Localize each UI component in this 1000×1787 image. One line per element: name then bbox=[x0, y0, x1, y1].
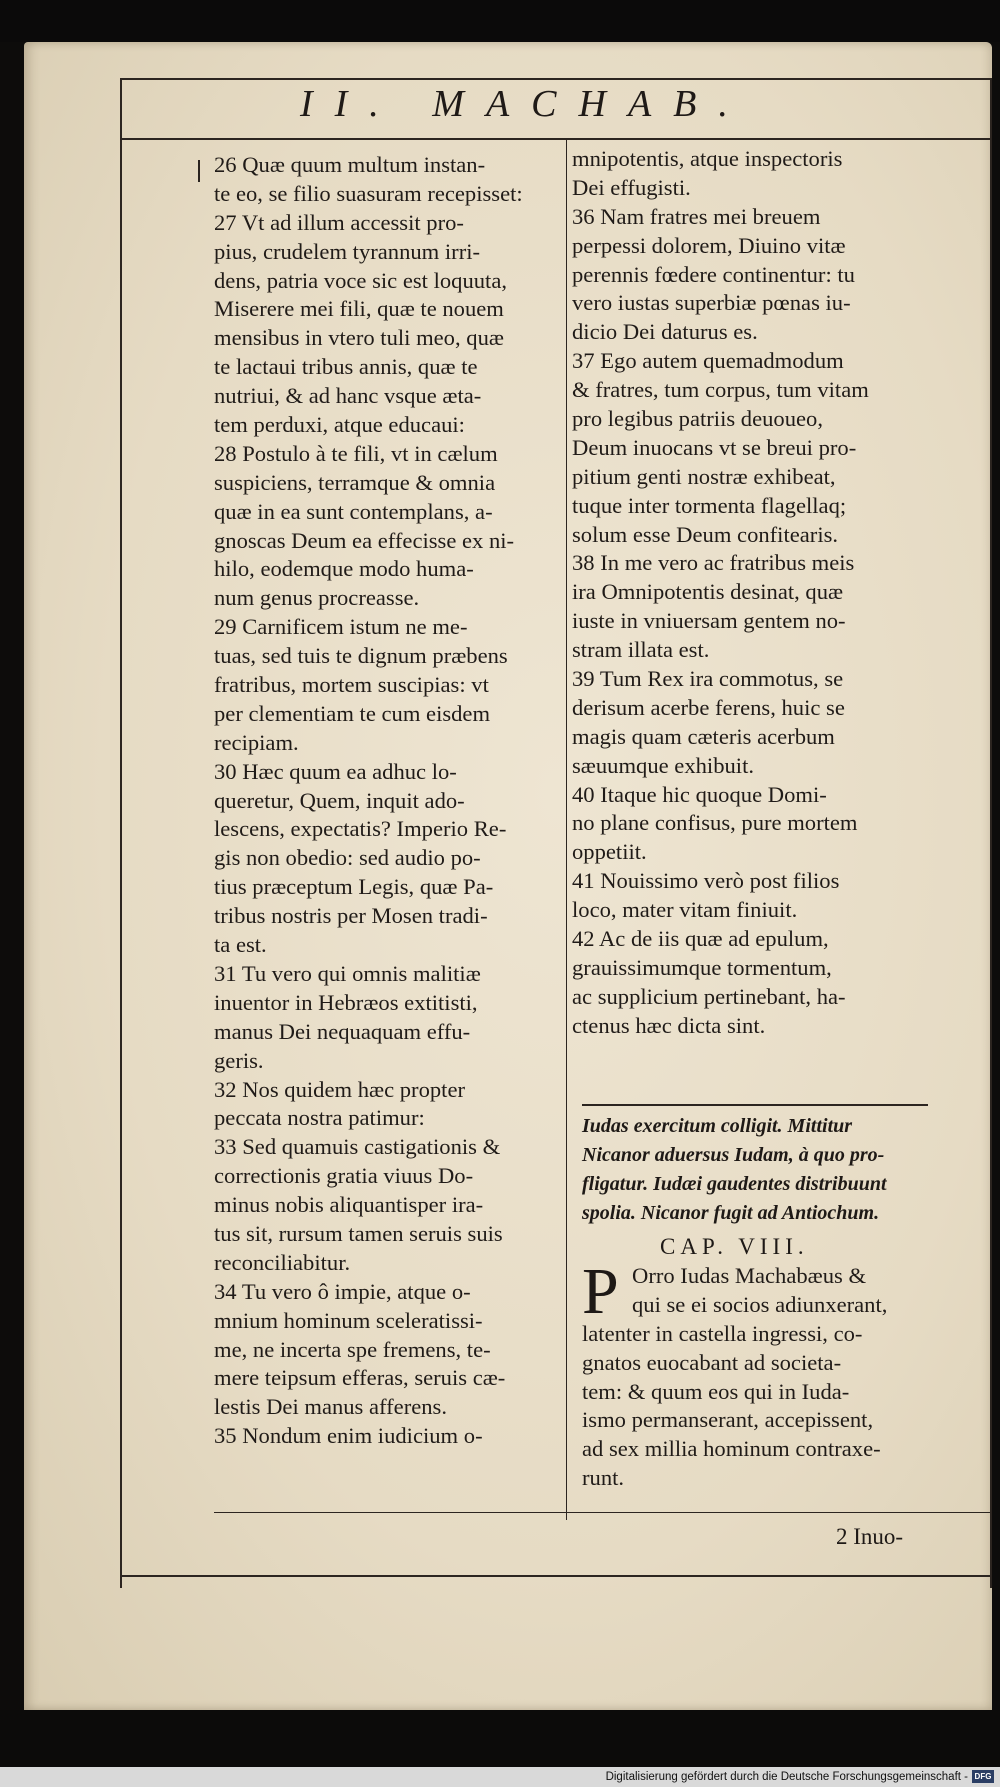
text-line: grauissimumque tormentum, bbox=[572, 954, 832, 980]
text-line: loco, mater vitam finiuit. bbox=[572, 897, 798, 923]
text-line: mnium hominum sceleratissi- bbox=[214, 1307, 483, 1333]
text-line: 37 Ego autem quemadmodum bbox=[572, 348, 844, 374]
text-line: Miserere mei fili, quæ te nouem bbox=[214, 296, 504, 322]
text-line: per clementiam te cum eisdem bbox=[214, 700, 491, 726]
text-line: geris. bbox=[214, 1047, 264, 1073]
text-line: ira Omnipotentis desinat, quæ bbox=[572, 579, 844, 605]
text-line: Dei effugisti. bbox=[572, 174, 691, 200]
text-line: stram illata est. bbox=[572, 637, 710, 663]
text-line: tem perduxi, atque educaui: bbox=[214, 412, 465, 438]
left-text-column bbox=[214, 151, 564, 1451]
text-line: 41 Nouissimo verò post filios bbox=[572, 868, 840, 894]
text-line: tribus nostris per Mosen tradi- bbox=[214, 903, 488, 929]
margin-mark bbox=[198, 160, 200, 182]
text-line: no plane confisus, pure mortem bbox=[572, 810, 858, 836]
text-line: 33 Sed quamuis castigationis & bbox=[214, 1134, 501, 1160]
summary-line: Nicanor aduersus Iudam, à quo pro- bbox=[582, 1144, 885, 1166]
right-text-column bbox=[572, 145, 927, 1041]
text-line: 34 Tu vero ô impie, atque o- bbox=[214, 1278, 471, 1304]
text-line: 42 Ac de iis quæ ad epulum, bbox=[572, 926, 829, 952]
text-line: mnipotentis, atque inspectoris bbox=[572, 146, 843, 171]
text-line: sæuumque exhibuit. bbox=[572, 752, 754, 778]
text-line: fratribus, mortem suscipias: vt bbox=[214, 672, 489, 698]
text-line: minus nobis aliquantisper ira- bbox=[214, 1192, 484, 1218]
text-line: inuentor in Hebræos extitisti, bbox=[214, 989, 478, 1015]
frame-bottom-rule bbox=[120, 1575, 992, 1577]
text-line: queretur, Quem, inquit ado- bbox=[214, 787, 465, 813]
text-line: gnatos euocabant ad societa- bbox=[582, 1349, 842, 1375]
text-line: tius præceptum Legis, quæ Pa- bbox=[214, 874, 494, 900]
catchword-rule bbox=[214, 1512, 990, 1513]
text-line: & fratres, tum corpus, tum vitam bbox=[572, 377, 869, 403]
text-line: ismo permanserant, accepissent, bbox=[582, 1407, 874, 1433]
text-line: derisum acerbe ferens, huic se bbox=[572, 694, 845, 720]
text-line: 39 Tum Rex ira commotus, se bbox=[572, 666, 844, 692]
text-line: te eo, se filio suasuram recepisset: bbox=[214, 180, 523, 206]
text-line: hilo, eodemque modo huma- bbox=[214, 556, 474, 582]
text-line: correctionis gratia viuus Do- bbox=[214, 1163, 474, 1189]
text-line: 32 Nos quidem hæc propter bbox=[214, 1076, 466, 1102]
text-line: dens, patria voce sic est loquuta, bbox=[214, 267, 508, 293]
text-line: pitium genti nostræ exhibeat, bbox=[572, 463, 836, 489]
chapter-heading: CAP. VIII. bbox=[660, 1234, 809, 1259]
text-line: pius, crudelem tyrannum irri- bbox=[214, 238, 481, 264]
summary-rule bbox=[582, 1104, 928, 1106]
header-rule-top bbox=[120, 78, 992, 80]
bottom-scan-border bbox=[0, 1710, 1000, 1767]
text-line: runt. bbox=[582, 1465, 625, 1491]
text-line: 29 Carnificem istum ne me- bbox=[214, 614, 468, 640]
text-line: tus sit, rursum tamen seruis suis bbox=[214, 1220, 503, 1246]
text-line: num genus procreasse. bbox=[214, 585, 420, 611]
text-line: Orro Iudas Machabæus & bbox=[632, 1263, 867, 1288]
text-line: 27 Vt ad illum accessit pro- bbox=[214, 209, 464, 235]
text-line: perpessi dolorem, Diuino vitæ bbox=[572, 232, 846, 258]
text-line: manus Dei nequaquam effu- bbox=[214, 1018, 471, 1044]
text-line: magis quam cæteris acerbum bbox=[572, 723, 835, 749]
chapter-body bbox=[582, 1255, 928, 1493]
text-line: ta est. bbox=[214, 932, 267, 958]
text-line: nutriui, & ad hanc vsque æta- bbox=[214, 383, 482, 409]
text-line: pro legibus patriis deuoueo, bbox=[572, 406, 823, 432]
text-line: 40 Itaque hic quoque Domi- bbox=[572, 781, 827, 807]
text-line: mensibus in vtero tuli meo, quæ bbox=[214, 325, 504, 351]
text-line: gis non obedio: sed audio po- bbox=[214, 845, 481, 871]
credit-text: Digitalisierung gefördert durch die Deutsche Forschungsgemeinschaft - bbox=[605, 1771, 968, 1783]
text-line: 35 Nondum enim iudicium o- bbox=[214, 1423, 483, 1449]
frame-left-rule bbox=[120, 78, 122, 1588]
text-line: dicio Dei daturus es. bbox=[572, 319, 758, 345]
header-rule-bottom bbox=[120, 138, 992, 140]
dfg-logo-icon: DFG bbox=[972, 1770, 994, 1783]
text-line: suspiciens, terramque & omnia bbox=[214, 469, 496, 495]
text-line: 38 In me vero ac fratribus meis bbox=[572, 550, 855, 576]
text-line: perennis fœdere continentur: tu bbox=[572, 261, 855, 287]
text-line: 30 Hæc quum ea adhuc lo- bbox=[214, 758, 457, 784]
text-line: ac supplicium pertinebant, ha- bbox=[572, 983, 846, 1009]
frame-right-rule bbox=[990, 78, 992, 1588]
text-line: 31 Tu vero qui omnis malitiæ bbox=[214, 960, 481, 986]
text-line: tuas, sed tuis te dignum præbens bbox=[214, 643, 508, 669]
text-line: te lactaui tribus annis, quæ te bbox=[214, 354, 478, 380]
text-line: iuste in vniuersam gentem no- bbox=[572, 608, 846, 634]
text-line: reconciliabitur. bbox=[214, 1249, 351, 1275]
text-line: mere teipsum efferas, seruis cæ- bbox=[214, 1365, 506, 1391]
column-divider bbox=[566, 140, 567, 1520]
text-line: 36 Nam fratres mei breuem bbox=[572, 203, 821, 229]
text-line: 28 Postulo à te fili, vt in cælum bbox=[214, 440, 498, 466]
top-scan-border bbox=[0, 0, 1000, 42]
summary-line: spolia. Nicanor fugit ad Antiochum. bbox=[582, 1202, 880, 1224]
text-line: recipiam. bbox=[214, 729, 299, 755]
digitization-credit bbox=[0, 1767, 1000, 1787]
summary-line: Iudas exercitum colligit. Mittitur bbox=[582, 1115, 853, 1137]
drop-cap: P bbox=[582, 1255, 619, 1328]
text-line: oppetiit. bbox=[572, 839, 647, 865]
text-line: lestis Dei manus afferens. bbox=[214, 1394, 447, 1420]
text-line: gnoscas Deum ea effecisse ex ni- bbox=[214, 527, 515, 553]
text-line: Deum inuocans vt se breui pro- bbox=[572, 434, 857, 460]
running-title: II. MACHAB. bbox=[300, 83, 750, 125]
chapter-summary bbox=[582, 1112, 928, 1228]
text-line: lescens, expectatis? Imperio Re- bbox=[214, 816, 507, 842]
text-line: latenter in castella ingressi, co- bbox=[582, 1320, 863, 1346]
text-line: 26 Quæ quum multum instan- bbox=[214, 152, 486, 177]
text-line: quæ in ea sunt contemplans, a- bbox=[214, 498, 493, 524]
summary-line: fligatur. Iudæi gaudentes distribuunt bbox=[582, 1173, 887, 1195]
text-line: tuque inter tormenta flagellaq; bbox=[572, 492, 847, 518]
text-line: ctenus hæc dicta sint. bbox=[572, 1012, 766, 1038]
catchword: 2 Inuo- bbox=[836, 1524, 904, 1549]
text-line: peccata nostra patimur: bbox=[214, 1105, 425, 1131]
text-line: qui se ei socios adiunxerant, bbox=[632, 1291, 888, 1317]
text-line: me, ne incerta spe fremens, te- bbox=[214, 1336, 491, 1362]
text-line: ad sex millia hominum contraxe- bbox=[582, 1436, 881, 1462]
text-line: tem: & quum eos qui in Iuda- bbox=[582, 1378, 850, 1404]
text-line: solum esse Deum confitearis. bbox=[572, 521, 839, 547]
text-line: vero iustas superbiæ pœnas iu- bbox=[572, 290, 851, 316]
